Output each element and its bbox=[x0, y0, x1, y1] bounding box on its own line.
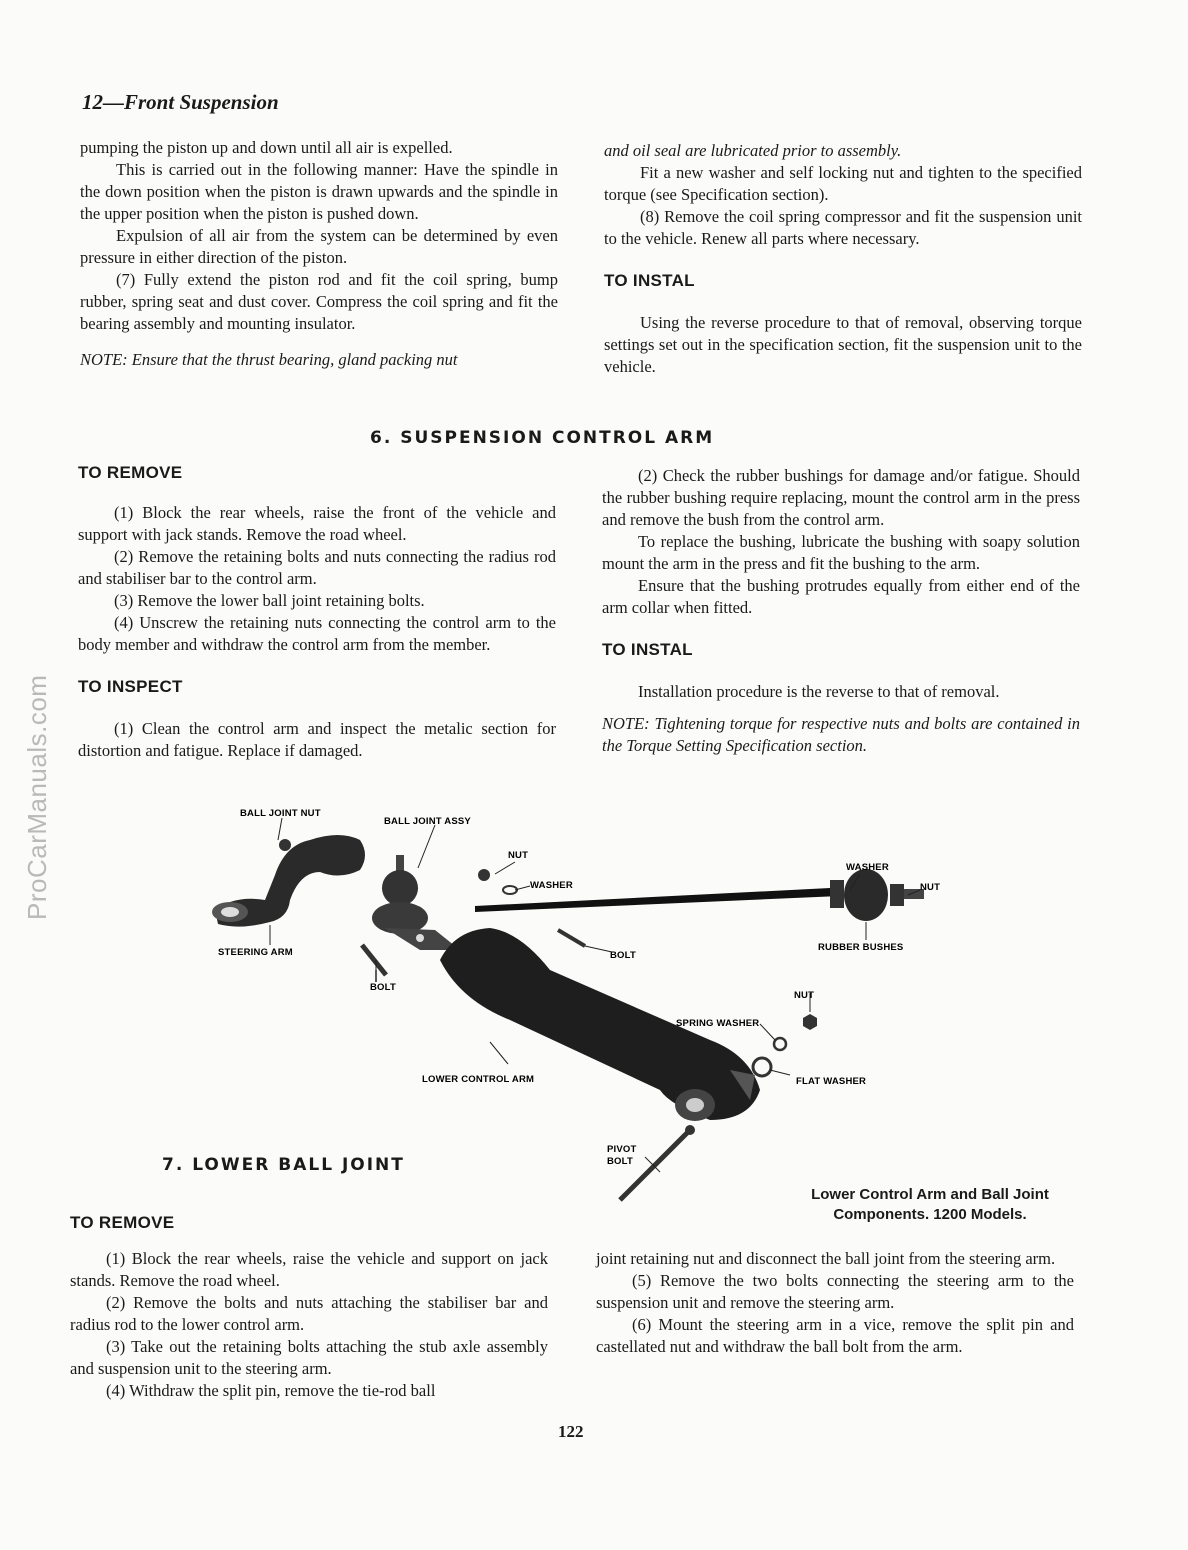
paragraph: Ensure that the bushing protrudes equally from either end of the arm collar when fitted. bbox=[602, 576, 1080, 617]
nut-drawing-2 bbox=[803, 1014, 817, 1030]
paragraph: This is carried out in the following manner: Have the spindle in the down position when the piston is drawn upwards and the spindle in the upper position when the piston is pushed down. bbox=[80, 160, 558, 223]
top-left-column bbox=[80, 137, 558, 371]
section-6-left-column bbox=[78, 462, 556, 762]
subheading-to-inspect: TO INSPECT bbox=[78, 677, 183, 696]
page-header: 12—Front Suspension bbox=[82, 90, 279, 114]
note: NOTE: Ensure that the thrust bearing, gland packing nut bbox=[80, 350, 458, 369]
paragraph: (1) Block the rear wheels, raise the front of the vehicle and support with jack stands. Remove the road wheel. bbox=[78, 503, 556, 544]
paragraph: Fit a new washer and self locking nut and tighten to the specified torque (see Specification section). bbox=[604, 163, 1082, 204]
paragraph: (4) Unscrew the retaining nuts connecting the control arm to the body member and withdraw the control arm from the member. bbox=[78, 613, 556, 654]
bolt-drawing-2 bbox=[558, 930, 585, 946]
steering-arm-drawing bbox=[212, 835, 365, 927]
caption-line-1: Lower Control Arm and Ball Joint bbox=[811, 1186, 1049, 1203]
paragraph: pumping the piston up and down until all air is expelled. bbox=[80, 138, 453, 157]
paragraph: (1) Block the rear wheels, raise the vehicle and support on jack stands. Remove the road wheel. bbox=[70, 1249, 548, 1290]
bolt-drawing bbox=[362, 945, 386, 982]
label-ball-joint-assy: BALL JOINT ASSY bbox=[384, 816, 471, 827]
watermark: ProCarManuals.com bbox=[22, 674, 52, 920]
label-lower-control-arm: LOWER CONTROL ARM bbox=[422, 1074, 535, 1085]
paragraph: joint retaining nut and disconnect the ball joint from the steering arm. bbox=[596, 1249, 1056, 1268]
subheading-to-instal: TO INSTAL bbox=[604, 271, 695, 290]
paragraph: (2) Check the rubber bushings for damage and/or fatigue. Should the rubber bushing require replacing, mount the control arm in the press and remove the bush from the control arm. bbox=[602, 466, 1080, 529]
label-steering-arm: STEERING ARM bbox=[218, 947, 293, 958]
paragraph: (3) Remove the lower ball joint retaining bolts. bbox=[114, 591, 425, 610]
label-bolt-3: BOLT bbox=[607, 1156, 633, 1167]
stabiliser-rod-drawing bbox=[475, 869, 924, 921]
page-number: 122 bbox=[558, 1422, 584, 1441]
paragraph: Installation procedure is the reverse to that of removal. bbox=[638, 682, 1000, 701]
note-continued: and oil seal are lubricated prior to assembly. bbox=[604, 141, 902, 160]
label-nut-3: NUT bbox=[794, 990, 815, 1001]
subheading-to-remove: TO REMOVE bbox=[78, 463, 183, 482]
section-7-title: 7. LOWER BALL JOINT bbox=[162, 1155, 405, 1175]
label-pivot: PIVOT bbox=[607, 1144, 637, 1155]
paragraph: (2) Remove the bolts and nuts attaching the stabiliser bar and radius rod to the lower control arm. bbox=[70, 1293, 548, 1334]
section-6-right-column bbox=[602, 465, 1080, 757]
flat-washer-drawing bbox=[753, 1058, 771, 1076]
paragraph: Expulsion of all air from the system can be determined by even pressure in either direction of the piston. bbox=[80, 226, 558, 267]
paragraph: To replace the bushing, lubricate the bushing with soapy solution mount the arm in the press and fit the bushing to the arm. bbox=[602, 532, 1080, 573]
label-nut: NUT bbox=[508, 850, 529, 861]
paragraph: (6) Mount the steering arm in a vice, remove the split pin and castellated nut and withdraw the ball bolt from the arm. bbox=[596, 1315, 1074, 1356]
paragraph: (7) Fully extend the piston rod and fit the coil spring, bump rubber, spring seat and dust cover. Compress the coil spring and fit the bearing assembly and mounting insulator. bbox=[80, 270, 558, 333]
paragraph: (2) Remove the retaining bolts and nuts connecting the radius rod and stabiliser bar to the control arm. bbox=[78, 547, 556, 588]
section-7-left-column bbox=[70, 1212, 548, 1402]
section-6-title: 6. SUSPENSION CONTROL ARM bbox=[370, 428, 715, 448]
paragraph: (8) Remove the coil spring compressor and fit the suspension unit to the vehicle. Renew all parts where necessary. bbox=[604, 207, 1082, 248]
ball-joint-assy-drawing bbox=[372, 855, 460, 950]
paragraph: (1) Clean the control arm and inspect the metalic section for distortion and fatigue. Replace if damaged. bbox=[78, 719, 556, 760]
paragraph: Using the reverse procedure to that of removal, observing torque settings set out in the specification section, fit the suspension unit to the vehicle. bbox=[604, 313, 1082, 376]
label-nut-2: NUT bbox=[920, 882, 941, 893]
nut-drawing bbox=[478, 869, 490, 881]
label-washer-2: WASHER bbox=[846, 862, 889, 873]
top-right-column bbox=[604, 140, 1082, 378]
label-flat-washer: FLAT WASHER bbox=[796, 1076, 867, 1087]
label-spring-washer: SPRING WASHER bbox=[676, 1018, 760, 1029]
diagram-caption bbox=[780, 1185, 1080, 1225]
label-bolt: BOLT bbox=[370, 982, 396, 993]
label-bolt-2: BOLT bbox=[610, 950, 636, 961]
washer-drawing bbox=[503, 886, 517, 894]
subheading-to-remove: TO REMOVE bbox=[70, 1213, 175, 1232]
paragraph: (3) Take out the retaining bolts attaching the stub axle assembly and suspension unit to the steering arm. bbox=[70, 1337, 548, 1378]
paragraph: (4) Withdraw the split pin, remove the tie-rod ball bbox=[106, 1381, 436, 1400]
spring-washer-drawing bbox=[774, 1038, 786, 1050]
section-7-right-column bbox=[596, 1248, 1074, 1358]
subheading-to-instal: TO INSTAL bbox=[602, 640, 693, 659]
label-washer: WASHER bbox=[530, 880, 573, 891]
label-rubber-bushes: RUBBER BUSHES bbox=[818, 942, 904, 953]
caption-line-2: Components. 1200 Models. bbox=[833, 1206, 1027, 1223]
label-ball-joint-nut: BALL JOINT NUT bbox=[240, 808, 321, 819]
note: NOTE: Tightening torque for respective nuts and bolts are contained in the Torque Setting Specification section. bbox=[602, 714, 1080, 755]
paragraph: (5) Remove the two bolts connecting the steering arm to the suspension unit and remove the steering arm. bbox=[596, 1271, 1074, 1312]
